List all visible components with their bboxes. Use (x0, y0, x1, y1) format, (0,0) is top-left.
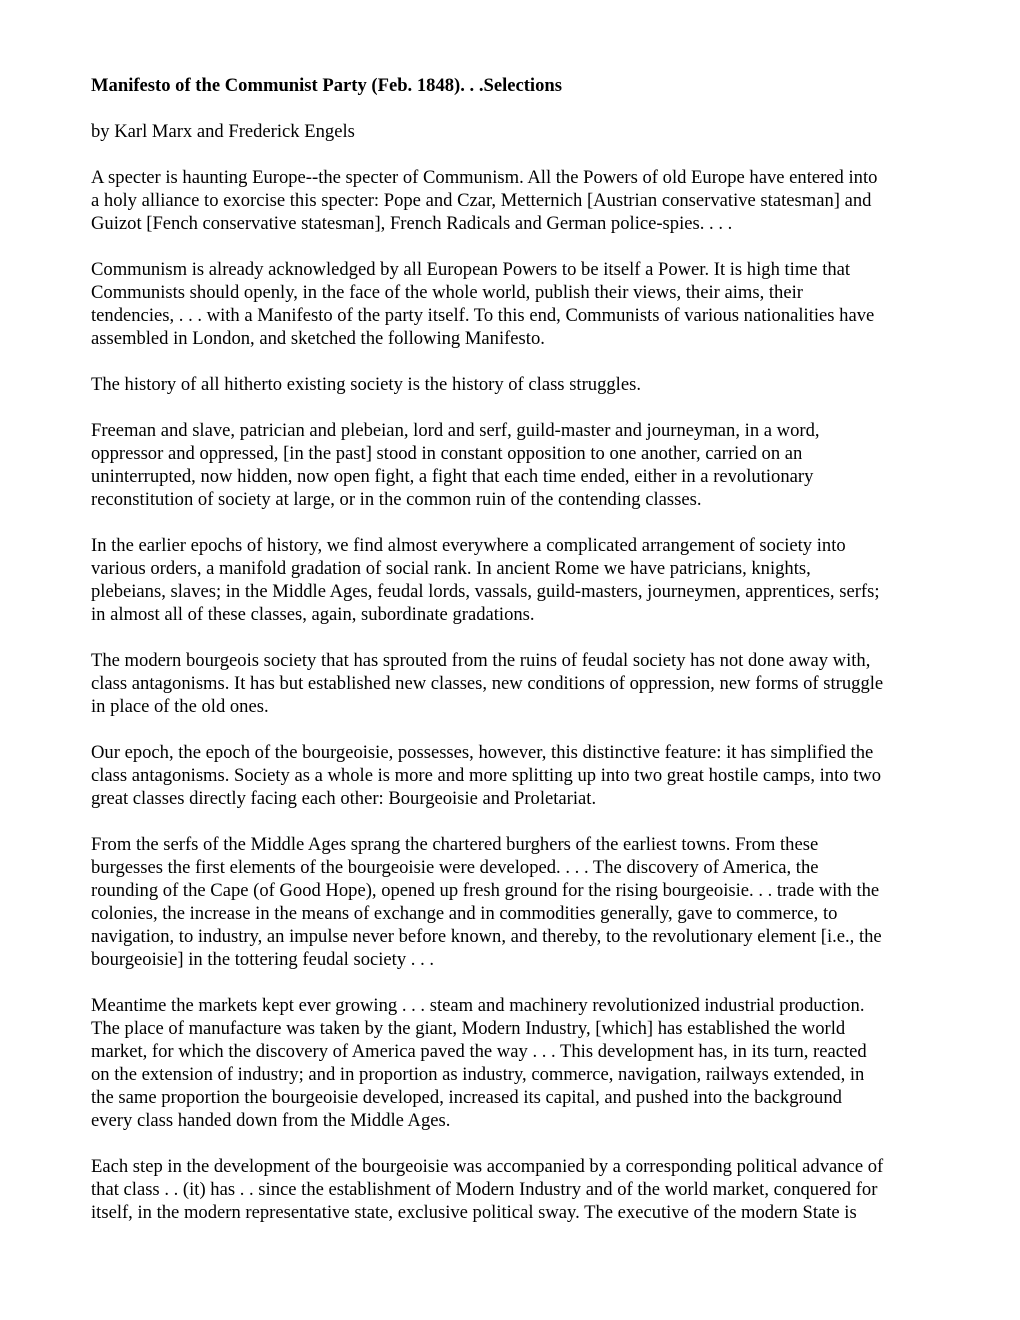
paragraph-line: colonies, the increase in the means of exchange and in commodities generally, gave to commerce, to (91, 903, 838, 924)
paragraph-line: From the serfs of the Middle Ages sprang the chartered burghers of the earliest towns. From these (91, 834, 819, 855)
paragraph-line: The modern bourgeois society that has sprouted from the ruins of feudal society has not done away with, (91, 650, 871, 671)
paragraph-line: on the extension of industry; and in proportion as industry, commerce, navigation, railways extended, in (91, 1064, 865, 1085)
paragraph-line: plebeians, slaves; in the Middle Ages, feudal lords, vassals, guild-masters, journeymen, apprentices, serfs; (91, 581, 880, 602)
document-title: Manifesto of the Communist Party (Feb. 1848). . .Selections (91, 75, 562, 96)
paragraph-line: navigation, to industry, an impulse never before known, and thereby, to the revolutionary element [i.e., the (91, 926, 882, 947)
paragraph-line: a holy alliance to exorcise this specter: Pope and Czar, Metternich [Austrian conservative statesman] and (91, 190, 872, 211)
paragraph (91, 534, 971, 626)
document-byline: by Karl Marx and Frederick Engels (91, 121, 355, 142)
paragraph (91, 649, 971, 718)
paragraph-line: class antagonisms. Society as a whole is more and more splitting up into two great hostile camps, into two (91, 765, 882, 786)
paragraph-line: the same proportion the bourgeoisie developed, increased its capital, and pushed into the background (91, 1087, 842, 1108)
paragraph-line: The place of manufacture was taken by the giant, Modern Industry, [which] has established the world (91, 1018, 846, 1039)
paragraph-line: oppressor and oppressed, [in the past] stood in constant opposition to one another, carried on an (91, 443, 803, 464)
paragraph-line: uninterrupted, now hidden, now open fight, a fight that each time ended, either in a revolutionary (91, 466, 814, 487)
paragraph-line: great classes directly facing each other: Bourgeoisie and Proletariat. (91, 788, 597, 809)
paragraph (91, 258, 971, 350)
paragraph-line: itself, in the modern representative state, exclusive political sway. The executive of the modern State is (91, 1202, 857, 1223)
paragraph-line: Our epoch, the epoch of the bourgeoisie, possesses, however, this distinctive feature: it has simplified the (91, 742, 874, 763)
paragraph (91, 833, 971, 971)
paragraph-line: class antagonisms. It has but established new classes, new conditions of oppression, new forms of struggle (91, 673, 884, 694)
paragraph (91, 1155, 971, 1224)
paragraph-line: tendencies, . . . with a Manifesto of the party itself. To this end, Communists of various nationalities have (91, 305, 875, 326)
paragraph (91, 373, 971, 396)
paragraph-line: Each step in the development of the bourgeoisie was accompanied by a corresponding political advance of (91, 1156, 884, 1177)
paragraph-line: every class handed down from the Middle Ages. (91, 1110, 451, 1131)
paragraph (91, 994, 971, 1132)
paragraph-line: bourgeoisie] in the tottering feudal society . . . (91, 949, 435, 970)
paragraph-line: Meantime the markets kept ever growing . . . steam and machinery revolutionized industrial production. (91, 995, 865, 1016)
paragraph-line: The history of all hitherto existing society is the history of class struggles. (91, 374, 641, 395)
paragraph-list (91, 166, 971, 1224)
paragraph (91, 741, 971, 810)
paragraph-line: A specter is haunting Europe--the specter of Communism. All the Powers of old Europe have entered into (91, 167, 878, 188)
paragraph-line: various orders, a manifold gradation of social rank. In ancient Rome we have patricians, knights, (91, 558, 811, 579)
paragraph-line: rounding of the Cape (of Good Hope), opened up fresh ground for the rising bourgeoisie. . . trade with the (91, 880, 880, 901)
paragraph-line: in almost all of these classes, again, subordinate gradations. (91, 604, 535, 625)
paragraph-line: Communists should openly, in the face of the whole world, publish their views, their aims, their (91, 282, 803, 303)
paragraph (91, 419, 971, 511)
paragraph-line: assembled in London, and sketched the following Manifesto. (91, 328, 545, 349)
document-body (91, 74, 971, 1247)
paragraph-line: reconstitution of society at large, or in the common ruin of the contending classes. (91, 489, 702, 510)
paragraph (91, 166, 971, 235)
paragraph-line: market, for which the discovery of America paved the way . . . This development has, in its turn, reacted (91, 1041, 867, 1062)
paragraph-line: In the earlier epochs of history, we find almost everywhere a complicated arrangement of society into (91, 535, 846, 556)
paragraph-line: that class . . (it) has . . since the establishment of Modern Industry and of the world market, conquered for (91, 1179, 878, 1200)
paragraph-line: burgesses the first elements of the bourgeoisie were developed. . . . The discovery of America, the (91, 857, 819, 878)
paragraph-line: Guizot [Fench conservative statesman], French Radicals and German police-spies. . . . (91, 213, 733, 234)
paragraph-line: Freeman and slave, patrician and plebeian, lord and serf, guild-master and journeyman, in a word, (91, 420, 820, 441)
paragraph-line: in place of the old ones. (91, 696, 269, 717)
paragraph-line: Communism is already acknowledged by all European Powers to be itself a Power. It is high time that (91, 259, 851, 280)
